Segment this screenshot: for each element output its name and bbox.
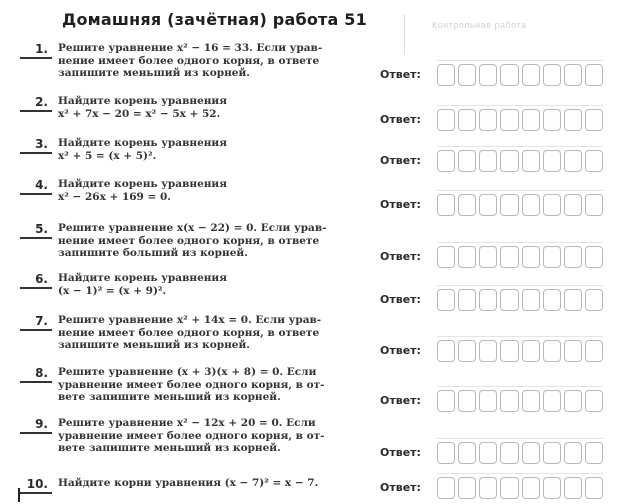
problem-text xyxy=(58,314,373,352)
answer-cell[interactable] xyxy=(543,246,561,268)
answer-cell[interactable] xyxy=(522,390,540,412)
answer-label: Ответ: xyxy=(380,481,421,494)
answer-cell[interactable] xyxy=(437,340,455,362)
answer-cell[interactable] xyxy=(479,390,497,412)
answer-label: Ответ: xyxy=(380,394,421,407)
answer-label: Ответ: xyxy=(380,68,421,81)
answer-cell[interactable] xyxy=(500,289,518,311)
problem-text-line: Решите уравнение x² + 14x = 0. Если урав- xyxy=(58,314,322,326)
row-guide-line xyxy=(437,336,603,337)
problem-number: 9. xyxy=(20,417,52,434)
answer-cell[interactable] xyxy=(564,246,582,268)
problem-number: 5. xyxy=(20,222,52,239)
answer-cell[interactable] xyxy=(564,477,582,499)
answer-cell[interactable] xyxy=(564,340,582,362)
answer-cells xyxy=(437,194,603,216)
answer-cell[interactable] xyxy=(522,64,540,86)
answer-cell[interactable] xyxy=(522,150,540,172)
answer-cell[interactable] xyxy=(500,150,518,172)
answer-cell[interactable] xyxy=(564,109,582,131)
answer-cell[interactable] xyxy=(458,150,476,172)
answer-cell[interactable] xyxy=(500,340,518,362)
problem-text-line: Решите уравнение x(x − 22) = 0. Если урав- xyxy=(58,222,327,234)
problem-text-line: нение имеет более одного корня, в ответе xyxy=(58,54,320,67)
answer-cell[interactable] xyxy=(479,150,497,172)
problem-text xyxy=(58,95,373,120)
divider xyxy=(404,14,405,54)
answer-label: Ответ: xyxy=(380,198,421,211)
row-guide-line xyxy=(437,285,603,286)
answer-cell[interactable] xyxy=(479,477,497,499)
problem-text xyxy=(58,477,373,490)
answer-cell[interactable] xyxy=(585,442,603,464)
problem-text xyxy=(58,222,373,260)
answer-cell[interactable] xyxy=(522,340,540,362)
answer-cell[interactable] xyxy=(458,477,476,499)
problem-text-line: x² + 7x − 20 = x² − 5x + 52. xyxy=(58,107,221,120)
answer-cell[interactable] xyxy=(437,289,455,311)
problem-text-line: запишите больший из корней. xyxy=(58,247,248,259)
problem-text-line: нение имеет более одного корня, в ответе xyxy=(58,234,320,247)
answer-cell[interactable] xyxy=(543,390,561,412)
answer-cell[interactable] xyxy=(500,64,518,86)
answer-cell[interactable] xyxy=(585,340,603,362)
row-guide-line xyxy=(437,190,603,191)
problem-number: 4. xyxy=(20,178,52,195)
answer-label: Ответ: xyxy=(380,344,421,357)
answer-cell[interactable] xyxy=(543,289,561,311)
answer-cell[interactable] xyxy=(522,477,540,499)
answer-cell[interactable] xyxy=(522,246,540,268)
answer-cell[interactable] xyxy=(479,194,497,216)
answer-cell[interactable] xyxy=(585,64,603,86)
problem-text-line: уравнение имеет более одного корня, в от- xyxy=(58,378,325,391)
page-title: Домашняя (зачётная) работа 51 xyxy=(62,10,367,29)
answer-cells xyxy=(437,246,603,268)
answer-cell[interactable] xyxy=(458,109,476,131)
problem-number: 3. xyxy=(20,137,52,154)
answer-cell[interactable] xyxy=(522,194,540,216)
answer-cell[interactable] xyxy=(458,194,476,216)
answer-cell[interactable] xyxy=(458,340,476,362)
text-cursor xyxy=(18,488,20,502)
problem-text-line: Найдите корень уравнения xyxy=(58,137,227,149)
answer-cell[interactable] xyxy=(458,289,476,311)
answer-cell[interactable] xyxy=(543,442,561,464)
answer-cell[interactable] xyxy=(585,246,603,268)
answer-cell[interactable] xyxy=(564,442,582,464)
answer-cell[interactable] xyxy=(479,340,497,362)
answer-cell[interactable] xyxy=(585,390,603,412)
answer-cell[interactable] xyxy=(543,340,561,362)
answer-cell[interactable] xyxy=(479,109,497,131)
answer-cell[interactable] xyxy=(458,64,476,86)
problem-number: 7. xyxy=(20,314,52,331)
problem-text xyxy=(58,417,373,455)
problem-text-line: Найдите корень уравнения xyxy=(58,95,227,107)
answer-cell[interactable] xyxy=(585,150,603,172)
row-guide-line xyxy=(437,60,603,61)
problem-number: 6. xyxy=(20,272,52,289)
answer-cell[interactable] xyxy=(479,289,497,311)
answer-label: Ответ: xyxy=(380,446,421,459)
answer-cell[interactable] xyxy=(585,289,603,311)
answer-cell[interactable] xyxy=(564,150,582,172)
answer-cell[interactable] xyxy=(437,442,455,464)
answer-cell[interactable] xyxy=(437,246,455,268)
answer-cells xyxy=(437,150,603,172)
answer-cell[interactable] xyxy=(437,477,455,499)
row-guide-line xyxy=(437,386,603,387)
problem-text-line: Найдите корни уравнения (x − 7)² = x − 7. xyxy=(58,477,319,489)
answer-cell[interactable] xyxy=(500,442,518,464)
answer-cell[interactable] xyxy=(437,150,455,172)
answer-cells xyxy=(437,64,603,86)
answer-cell[interactable] xyxy=(437,390,455,412)
row-guide-line xyxy=(437,473,603,474)
problem-number: 2. xyxy=(20,95,52,112)
answer-cell[interactable] xyxy=(564,64,582,86)
problem-text xyxy=(58,137,373,162)
row-guide-line xyxy=(437,242,603,243)
answer-cell[interactable] xyxy=(479,442,497,464)
faint-header: Контрольная работа xyxy=(432,20,527,30)
problem-text-line: нение имеет более одного корня, в ответе xyxy=(58,326,320,339)
answer-cell[interactable] xyxy=(564,390,582,412)
problem-number: 8. xyxy=(20,366,52,383)
answer-cell[interactable] xyxy=(543,109,561,131)
answer-label: Ответ: xyxy=(380,113,421,126)
problem-text-line: вете запишите меньший из корней. xyxy=(58,391,281,403)
answer-cell[interactable] xyxy=(437,194,455,216)
problem-number: 10. xyxy=(20,477,52,494)
answer-cells xyxy=(437,340,603,362)
answer-cell[interactable] xyxy=(500,246,518,268)
row-guide-line xyxy=(437,105,603,106)
answer-cell[interactable] xyxy=(500,109,518,131)
problem-text-line: (x − 1)² = (x + 9)². xyxy=(58,284,167,297)
answer-cell[interactable] xyxy=(585,109,603,131)
problem-text-line: запишите меньший из корней. xyxy=(58,339,250,351)
answer-cell[interactable] xyxy=(479,64,497,86)
answer-cells xyxy=(437,442,603,464)
answer-cell[interactable] xyxy=(500,477,518,499)
answer-cell[interactable] xyxy=(564,289,582,311)
problem-text-line: уравнение имеет более одного корня, в от- xyxy=(58,429,325,442)
answer-cells xyxy=(437,109,603,131)
problem-text-line: x² + 5 = (x + 5)². xyxy=(58,149,157,162)
answer-cell[interactable] xyxy=(522,289,540,311)
problem-text-line: Решите уравнение x² − 12x + 20 = 0. Если xyxy=(58,417,316,429)
answer-cell[interactable] xyxy=(543,194,561,216)
answer-cells xyxy=(437,390,603,412)
row-guide-line xyxy=(437,438,603,439)
problem-text-line: вете запишите меньший из корней. xyxy=(58,442,281,454)
answer-cell[interactable] xyxy=(522,442,540,464)
answer-cell[interactable] xyxy=(543,150,561,172)
answer-cell[interactable] xyxy=(500,390,518,412)
answer-cell[interactable] xyxy=(479,246,497,268)
problem-text xyxy=(58,42,373,80)
problem-text-line: Решите уравнение (x + 3)(x + 8) = 0. Если xyxy=(58,366,317,378)
answer-cells xyxy=(437,289,603,311)
answer-cell[interactable] xyxy=(543,64,561,86)
answer-cell[interactable] xyxy=(522,109,540,131)
answer-cell[interactable] xyxy=(458,442,476,464)
answer-cell[interactable] xyxy=(437,64,455,86)
answer-label: Ответ: xyxy=(380,154,421,167)
answer-cell[interactable] xyxy=(585,477,603,499)
answer-cell[interactable] xyxy=(543,477,561,499)
answer-cell[interactable] xyxy=(458,390,476,412)
answer-label: Ответ: xyxy=(380,250,421,263)
answer-cells xyxy=(437,477,603,499)
problem-text-line: Найдите корень уравнения xyxy=(58,272,227,284)
problem-text xyxy=(58,366,373,404)
problem-text-line: запишите меньший из корней. xyxy=(58,67,250,79)
problem-text-line: x² − 26x + 169 = 0. xyxy=(58,190,171,203)
problem-text xyxy=(58,272,373,297)
answer-cell[interactable] xyxy=(458,246,476,268)
problem-text-line: Решите уравнение x² − 16 = 33. Если урав- xyxy=(58,42,323,54)
problem-number: 1. xyxy=(20,42,52,59)
answer-cell[interactable] xyxy=(585,194,603,216)
answer-cell[interactable] xyxy=(500,194,518,216)
problem-text-line: Найдите корень уравнения xyxy=(58,178,227,190)
row-guide-line xyxy=(437,146,603,147)
answer-cell[interactable] xyxy=(437,109,455,131)
answer-label: Ответ: xyxy=(380,293,421,306)
problem-text xyxy=(58,178,373,203)
answer-cell[interactable] xyxy=(564,194,582,216)
